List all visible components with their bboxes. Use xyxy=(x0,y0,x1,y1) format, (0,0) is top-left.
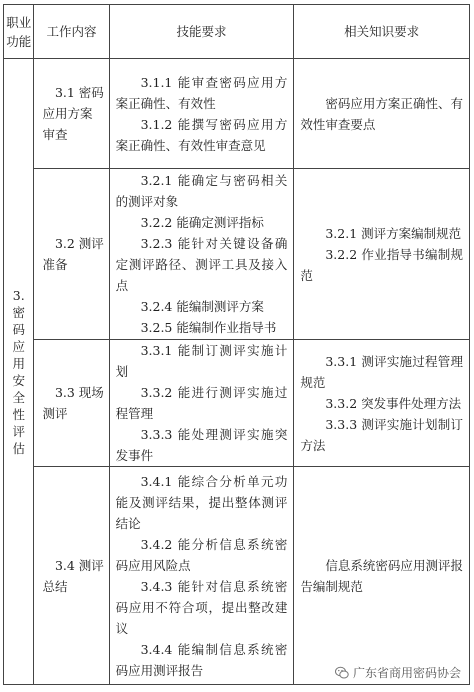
header-knowledge-requirements: 相关知识要求 xyxy=(294,5,470,59)
skill-cell xyxy=(109,169,294,340)
knowledge-item: 密码应用方案正确性、有效性审查要点 xyxy=(300,95,463,132)
knowledge-cell xyxy=(294,467,470,685)
skill-cell xyxy=(109,340,294,467)
function-name-char: 全 xyxy=(12,389,25,405)
knowledge-cell xyxy=(294,169,470,340)
knowledge-item: 信息系统密码应用测评报告编制规范 xyxy=(300,557,463,594)
watermark xyxy=(332,663,464,682)
knowledge-item: 3.3.1 测评实施过程管理规范 xyxy=(300,353,463,390)
skill-item: 3.3.2 能进行测评实施过程管理 xyxy=(115,385,288,421)
function-name xyxy=(6,287,31,457)
skill-item: 3.2.3 能针对关键设备确定测评路径、测评工具及接入点 xyxy=(115,236,288,293)
skill-item: 3.2.5 能编制作业指导书 xyxy=(140,320,277,335)
skill-item: 3.4.1 能综合分析单元功能及测评结果，提出整体测评结论 xyxy=(115,473,288,531)
skill-item: 3.2.2 能确定测评指标 xyxy=(140,215,264,230)
function-name-char: 评 xyxy=(12,423,25,439)
header-function: 职业功能 xyxy=(4,5,34,59)
function-name-char: 码 xyxy=(12,321,25,337)
work-content-cell: 3.1 密码应用方案审查 xyxy=(34,59,109,169)
function-cell xyxy=(4,59,34,685)
function-name-char: 3. xyxy=(12,287,25,303)
knowledge-item: 3.2.1 测评方案编制规范 xyxy=(325,225,462,241)
function-name-char: 用 xyxy=(12,355,25,371)
skills-table xyxy=(3,4,470,685)
skill-item: 3.4.2 能分析信息系统密码应用风险点 xyxy=(115,536,288,573)
skill-item: 3.2.4 能编制测评方案 xyxy=(140,299,264,314)
table-row xyxy=(4,340,470,467)
function-name-char: 性 xyxy=(12,406,25,422)
work-content-cell: 3.4 测评总结 xyxy=(34,467,109,685)
skill-item: 3.1.2 能撰写密码应用方案正确性、有效性审查意见 xyxy=(115,116,288,153)
knowledge-item: 3.2.2 作业指导书编制规范 xyxy=(300,246,463,283)
function-name-char: 估 xyxy=(12,440,25,456)
header-row xyxy=(4,5,470,59)
skill-item: 3.4.4 能编制信息系统密码应用测评报告 xyxy=(115,641,288,678)
watermark-text: 广东省商用密码协会 xyxy=(352,666,461,680)
work-content-cell: 3.3 现场测评 xyxy=(34,340,109,467)
wechat-icon xyxy=(335,666,349,680)
function-name-char: 安 xyxy=(12,372,25,388)
knowledge-cell xyxy=(294,59,470,169)
function-name-char: 应 xyxy=(12,338,25,354)
header-skill-requirements: 技能要求 xyxy=(109,5,294,59)
knowledge-item: 3.3.2 突发事件处理方法 xyxy=(325,395,462,411)
skill-item: 3.2.1 能确定与密码相关的测评对象 xyxy=(115,173,288,209)
skill-item: 3.3.3 能处理测评实施突发事件 xyxy=(115,427,288,463)
table-row xyxy=(4,59,470,169)
skill-item: 3.1.1 能审查密码应用方案正确性、有效性 xyxy=(115,74,288,111)
skill-item: 3.4.3 能针对信息系统密码应用不符合项，提出整改建议 xyxy=(115,578,288,636)
skill-cell xyxy=(109,59,294,169)
table-row xyxy=(4,169,470,340)
knowledge-cell xyxy=(294,340,470,467)
header-work-content: 工作内容 xyxy=(34,5,109,59)
table-row xyxy=(4,467,470,685)
skill-item: 3.3.1 能制订测评实施计划 xyxy=(115,343,288,379)
skill-cell xyxy=(109,467,294,685)
function-name-char: 密 xyxy=(12,304,25,320)
work-content-cell: 3.2 测评准备 xyxy=(34,169,109,340)
knowledge-item: 3.3.3 测评实施计划制订方法 xyxy=(300,416,463,453)
